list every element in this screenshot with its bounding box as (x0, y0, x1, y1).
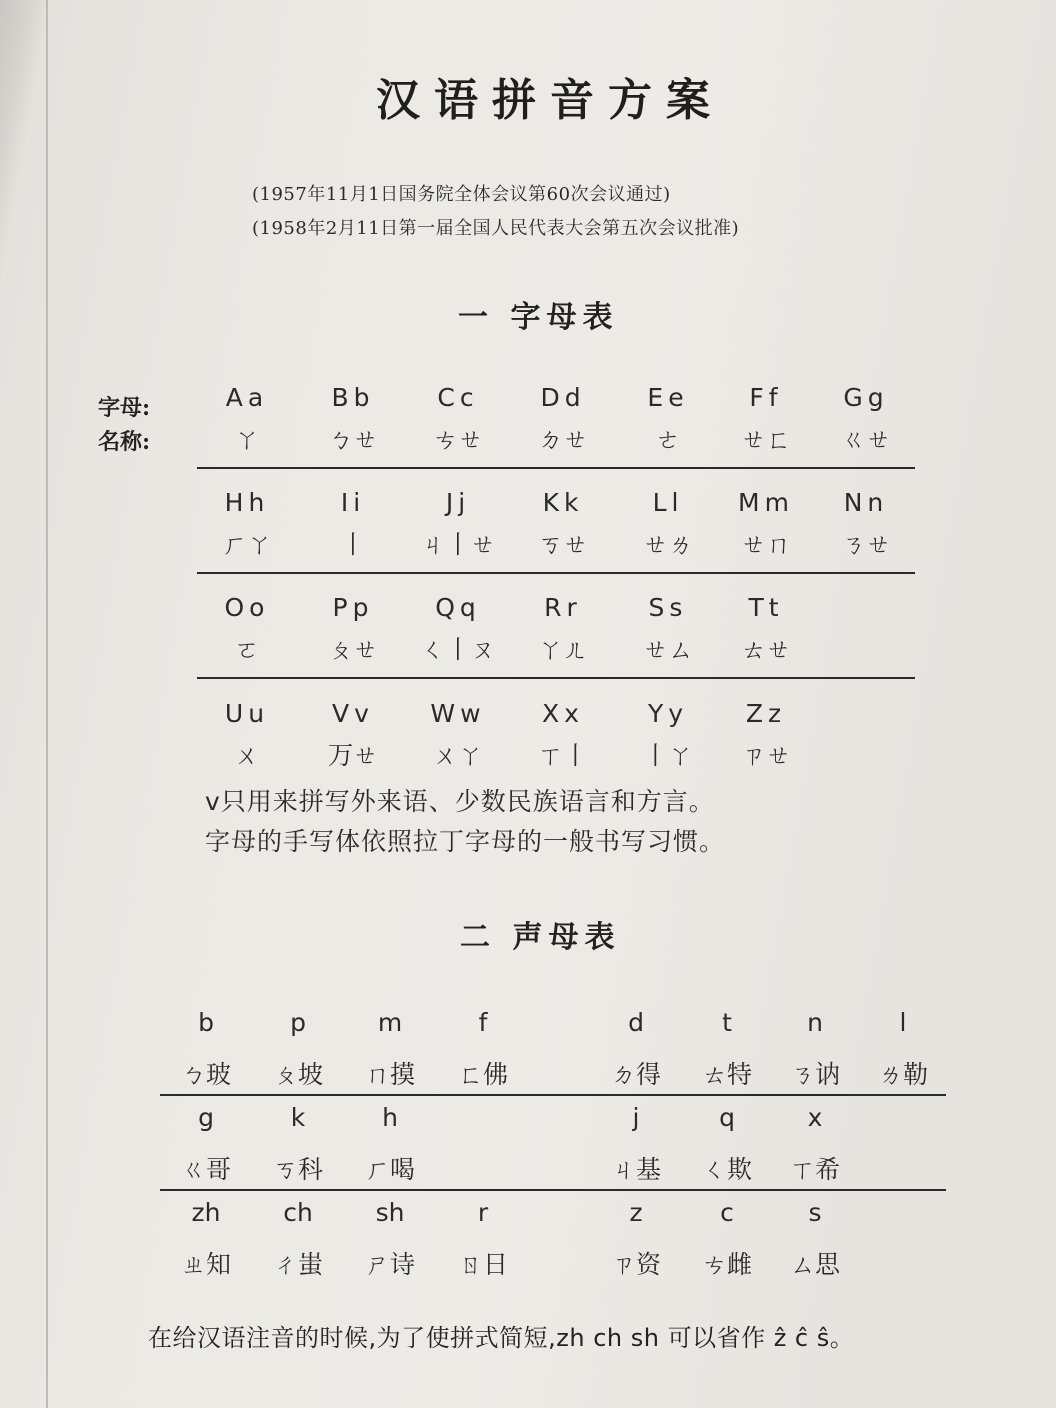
initial-example: ㄗ资 (610, 1250, 661, 1279)
alphabet-letter: Ff (749, 383, 783, 412)
alphabet-row-divider (197, 467, 915, 469)
initial-letter: t (722, 1008, 732, 1037)
alphabet-letter: Pp (332, 593, 374, 622)
alphabet-letter-name: ㄝㄈ (740, 425, 791, 454)
alphabet-letter: Jj (445, 488, 471, 517)
initial-letter: x (807, 1103, 823, 1132)
page-edge (46, 0, 48, 1408)
alphabet-letter-name: ㄚㄦ (537, 635, 588, 664)
initial-letter: d (628, 1008, 644, 1037)
alphabet-letter: Oo (224, 593, 270, 622)
alphabet-letter-name: ㄝㄙ (642, 635, 693, 664)
alphabet-letter-name: ㄐ丨ㄝ (420, 530, 496, 559)
initial-example: ㄘ雌 (701, 1250, 752, 1279)
alphabet-letter: Dd (540, 383, 586, 412)
section-initials-heading: 二 声母表 (460, 920, 621, 955)
initial-example: ㄒ希 (789, 1155, 840, 1184)
initial-letter: b (198, 1008, 214, 1037)
alphabet-letter: Uu (224, 699, 270, 728)
alphabet-remark-handwriting: 字母的手写体依照拉丁字母的一般书写习惯。 (205, 827, 726, 856)
alphabet-letter-name: ㄉㄝ (537, 425, 588, 454)
alphabet-letter-name: ㄍㄝ (840, 425, 891, 454)
alphabet-letter: Qq (435, 593, 481, 622)
alphabet-letter-name: ㄘㄝ (432, 425, 483, 454)
alphabet-row-divider (197, 677, 915, 679)
alphabet-letter-name: 丨ㄚ (642, 741, 693, 770)
initials-footnote: 在给汉语注音的时候,为了使拼式简短,zh ch sh 可以省作 ẑ ĉ ŝ。 (148, 1324, 855, 1352)
alphabet-letter-name: ㄨㄚ (432, 741, 483, 770)
alphabet-letter: Ee (647, 383, 689, 412)
initial-example: ㄏ喝 (364, 1155, 415, 1184)
initial-letter: ch (283, 1198, 313, 1227)
letter-label: 字母: (98, 395, 151, 421)
initial-example: ㄈ佛 (457, 1060, 508, 1089)
initial-letter: l (899, 1008, 907, 1037)
initial-letter: h (382, 1103, 398, 1132)
approval-note: (1958年2月11日第一届全国人民代表大会第五次会议批准) (252, 218, 740, 239)
adoption-note: (1957年11月1日国务院全体会议第60次会议通过) (252, 184, 671, 205)
alphabet-letter: Vv (332, 699, 374, 728)
initial-example: ㄇ摸 (364, 1060, 415, 1089)
initial-letter: s (808, 1198, 822, 1227)
initials-row-divider (160, 1189, 946, 1191)
initial-letter: zh (191, 1198, 221, 1227)
alphabet-letter-name: ㄎㄝ (537, 530, 588, 559)
initial-example: ㄐ基 (610, 1155, 661, 1184)
initial-example: ㄙ思 (789, 1250, 840, 1279)
alphabet-letter: Hh (224, 488, 270, 517)
initial-letter: k (290, 1103, 306, 1132)
alphabet-letter: Rr (544, 593, 582, 622)
alphabet-letter: Bb (331, 383, 375, 412)
initial-example: ㄉ得 (610, 1060, 661, 1089)
alphabet-letter: Ii (340, 488, 366, 517)
initial-example: ㄊ特 (701, 1060, 752, 1089)
initial-example: ㄑ欺 (701, 1155, 752, 1184)
initial-example: ㄎ科 (272, 1155, 323, 1184)
alphabet-letter: Aa (225, 383, 269, 412)
alphabet-letter: Mm (738, 488, 794, 517)
alphabet-letter-name: ㄝㄇ (740, 530, 791, 559)
initial-letter: f (478, 1008, 488, 1037)
initial-example: ㄖ日 (457, 1250, 508, 1279)
alphabet-letter: Tt (748, 593, 784, 622)
initial-letter: q (719, 1103, 735, 1132)
initial-letter: c (720, 1198, 734, 1227)
alphabet-letter: Kk (542, 488, 584, 517)
initials-row-divider (160, 1094, 946, 1096)
alphabet-letter: Ss (648, 593, 688, 622)
alphabet-remark-v: v只用来拼写外来语、少数民族语言和方言。 (205, 787, 715, 816)
alphabet-letter-name: ㄜ (655, 425, 681, 454)
initial-letter: p (290, 1008, 306, 1037)
alphabet-letter-name: ㄅㄝ (327, 425, 378, 454)
alphabet-letter-name: ㄛ (234, 635, 260, 664)
alphabet-letter-name: ㄋㄝ (840, 530, 891, 559)
initial-example: ㄍ哥 (180, 1155, 231, 1184)
section-alphabet-heading: 一 字母表 (458, 300, 619, 335)
initial-example: ㄔ蚩 (272, 1250, 323, 1279)
initial-example: ㄕ诗 (364, 1250, 415, 1279)
alphabet-letter-name: ㄒ丨 (537, 741, 588, 770)
alphabet-letter-name: ㄗㄝ (740, 741, 791, 770)
initial-letter: g (198, 1103, 214, 1132)
initial-example: ㄋ讷 (789, 1060, 840, 1089)
alphabet-letter-name: ㄏㄚ (221, 530, 272, 559)
alphabet-letter-name: ㄆㄝ (327, 635, 378, 664)
alphabet-letter: Xx (542, 699, 584, 728)
initial-example: ㄅ玻 (180, 1060, 231, 1089)
initial-letter: j (632, 1103, 640, 1132)
initial-letter: n (807, 1008, 823, 1037)
initial-letter: sh (375, 1198, 405, 1227)
alphabet-letter: Ll (652, 488, 684, 517)
initial-example: ㄌ勒 (877, 1060, 928, 1089)
initial-example: ㄆ坡 (272, 1060, 323, 1089)
initial-example: ㄓ知 (180, 1250, 231, 1279)
alphabet-letter-name: ㄪㄝ (327, 741, 378, 770)
alphabet-letter-name: ㄊㄝ (740, 635, 791, 664)
alphabet-letter: Zz (745, 699, 787, 728)
alphabet-letter-name: ㄝㄌ (642, 530, 693, 559)
alphabet-letter: Gg (843, 383, 889, 412)
initial-letter: r (477, 1198, 489, 1227)
alphabet-letter-name: ㄑ丨ㄡ (420, 635, 496, 664)
alphabet-letter: Nn (843, 488, 889, 517)
alphabet-letter: Yy (647, 699, 689, 728)
name-label: 名称: (98, 429, 151, 455)
alphabet-letter-name: ㄨ (234, 741, 260, 770)
alphabet-row-divider (197, 572, 915, 574)
alphabet-letter: Ww (430, 699, 486, 728)
initial-letter: m (377, 1008, 403, 1037)
page-title: 汉语拼音方案 (376, 75, 724, 126)
initial-letter: z (629, 1198, 643, 1227)
alphabet-letter: Cc (437, 383, 479, 412)
alphabet-letter-name: 丨 (340, 530, 366, 559)
alphabet-letter-name: ㄚ (234, 425, 260, 454)
